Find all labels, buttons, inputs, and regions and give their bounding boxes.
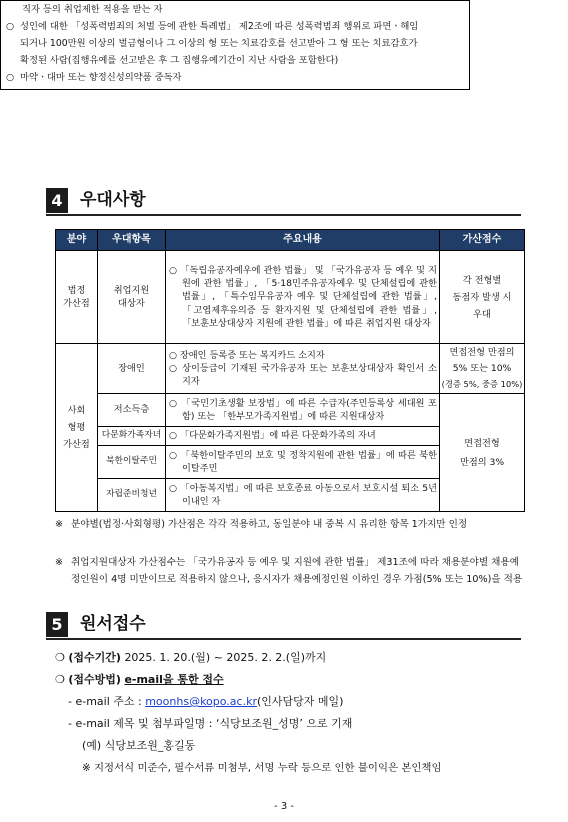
header-field: 분야 [56, 230, 98, 251]
social-field-cell: 사회 형평 가산점 [56, 344, 98, 512]
content-cell: ○ 「아동복지법」에 따른 보호종료 아동으로서 보호시설 퇴소 5년 이내인 자 [166, 479, 440, 512]
reception-period: ❍ (접수기간) 2025. 1. 20.(월) ~ 2025. 2. 2.(일)까지 [55, 651, 327, 664]
reception-method: ❍ (접수방법) e-mail을 통한 접수 [55, 673, 224, 686]
score-cell: 각 전형별 동점자 발생 시 우대 [440, 251, 525, 344]
example-line: (예) 식당보조원_홍길동 [82, 739, 196, 752]
item-cell: 장애인 [98, 344, 166, 394]
item-cell: 자립준비청년 [98, 479, 166, 512]
content-cell: ○ 「독립유공자예우에 관한 법률」 및 「국가유공자 등 예우 및 지원에 관한 법률」, 「5·18민주유공자예우 및 단체설립에 관한 법률」, 「특수임무유공자 예우 및 단체설립에 관한 법률」, 「고엽제후유의증 등 환자지원 및 단체설립에 관한 법률」, 「보훈보상대상자 지원에 관한 법률」에 따른 취업지원 대상자 [166, 251, 440, 344]
email-subject-line: - e-mail 제목 및 첨부파일명 : ‘식당보조원_성명’ 으로 기재 [68, 717, 353, 730]
field-cell: 법정 가산점 [56, 251, 98, 344]
section-4-header [46, 188, 521, 213]
page-number: - 3 - [274, 801, 294, 812]
table-header-row [56, 230, 525, 251]
item-cell: 취업지원 대상자 [98, 251, 166, 344]
header-item: 우대항목 [98, 230, 166, 251]
box-line: ○ 마약ㆍ대마 또는 향정신성의약품 중독자 [6, 72, 182, 83]
header-score: 가산점수 [440, 230, 525, 251]
preference-table [55, 229, 525, 512]
item-cell: 북한이탈주민 [98, 446, 166, 479]
email-link[interactable]: moonhs@kopo.ac.kr [145, 695, 257, 708]
score-cell: 면접전형 만점의 5% 또는 10% (경증 5%, 중증 10%) [440, 344, 525, 394]
box-line: 확정된 사람(집행유예를 선고받은 후 그 집행유예기간이 지난 사람을 포함한다) [20, 55, 339, 66]
section-number: 4 [46, 188, 68, 213]
section-rule [46, 214, 521, 216]
box-line: ○ 성인에 대한 「성폭력범죄의 처벌 등에 관한 특례법」 제2조에 따른 성폭력범죄 행위로 파면ㆍ해임 [6, 21, 419, 32]
disqualification-box [0, 0, 470, 90]
section-number: 5 [46, 612, 68, 637]
section-title: 우대사항 [80, 190, 146, 210]
table-row [56, 394, 525, 427]
content-cell: ○ 「북한이탈주민의 보호 및 정착지원에 관한 법률」에 따른 북한이탈주민 [166, 446, 440, 479]
section-5-header [46, 612, 521, 637]
table-row [56, 251, 525, 344]
content-cell: ○ 「다문화가족지원법」에 따른 다문화가족의 자녀 [166, 427, 440, 446]
table-row [56, 344, 525, 394]
content-cell: ○ 장애인 등록증 또는 복지카드 소지자 ○ 상이등급이 기재된 국가유공자 또는 보훈보상대상자 확인서 소지자 [166, 344, 440, 394]
item-cell: 저소득층 [98, 394, 166, 427]
content-cell: ○ 「국민기초생활 보장법」에 따른 수급자(주민등록상 세대원 포함) 또는 「한부모가족지원법」에 따른 지원대상자 [166, 394, 440, 427]
box-line: 직자 등의 취업제한 적용을 받는 자 [22, 4, 163, 15]
warning-line: ※ 지정서식 미준수, 필수서류 미첨부, 서명 누락 등으로 인한 불이익은 본인책임 [82, 762, 442, 774]
note-1: ※ 분야별(법정·사회형평) 가산점은 각각 적용하고, 동일분야 내 중복 시 유리한 항목 1가지만 인정 [55, 519, 468, 530]
social-score-cell: 면접전형 만점의 3% [440, 394, 525, 512]
section-rule [46, 638, 521, 640]
note-2: ※ 취업지원대상자 가산점수는 「국가유공자 등 예우 및 지원에 관한 법률」 제31조에 따라 채용분야별 채용예정인원이 4명 미만이므로 적용하지 않으나, 응시자가 채용예정인원 이하인 경우 가점(5% 또는 10%)을 적용 [55, 557, 523, 585]
item-cell: 다문화가족자녀 [98, 427, 166, 446]
email-address-line: - e-mail 주소 : moonhs@kopo.ac.kr(인사담당자 메일) [68, 695, 344, 708]
header-content: 주요내용 [166, 230, 440, 251]
box-line: 되거나 100만원 이상의 벌금형이나 그 이상의 형 또는 치료감호를 선고받아 그 형 또는 치료감호가 [20, 38, 418, 49]
section-title: 원서접수 [80, 614, 146, 634]
